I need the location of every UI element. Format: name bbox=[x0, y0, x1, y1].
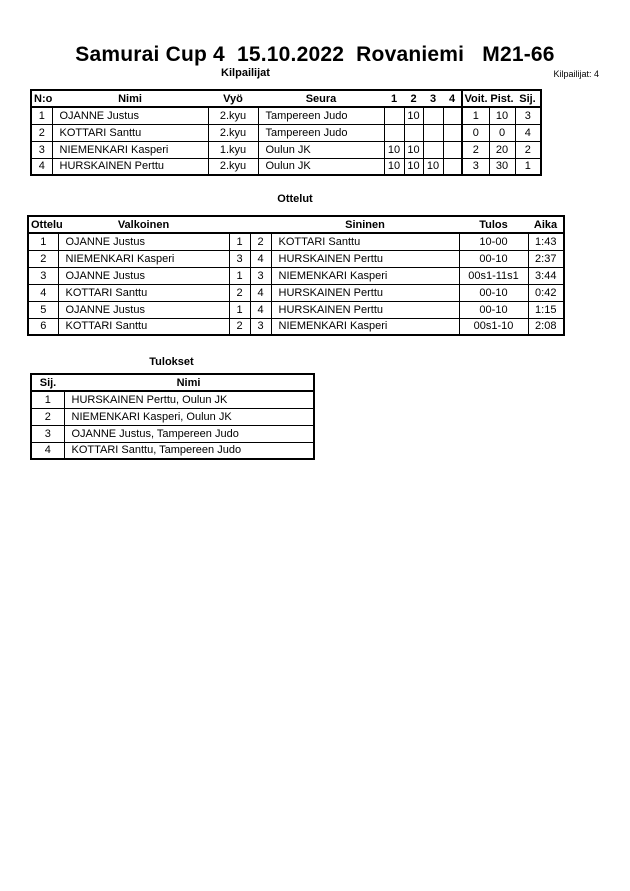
cell-name: HURSKAINEN Perttu, Oulun JK bbox=[64, 391, 314, 408]
cell-time: 3:44 bbox=[528, 267, 564, 284]
cell-place: 2 bbox=[515, 141, 541, 158]
cell-white-no: 2 bbox=[229, 284, 250, 301]
cell-place: 4 bbox=[515, 124, 541, 141]
table-row bbox=[31, 425, 314, 442]
cell-round2: 10 bbox=[404, 141, 423, 158]
cell-belt: 2.kyu bbox=[208, 107, 258, 124]
competitors-count-label: Kilpailijat: 4 bbox=[553, 69, 599, 79]
cell-round2 bbox=[404, 124, 423, 141]
cell-blue-name: HURSKAINEN Perttu bbox=[271, 284, 459, 301]
cell-white-name: OJANNE Justus bbox=[58, 301, 229, 318]
table-row bbox=[28, 233, 564, 250]
col-header-round3: 3 bbox=[423, 90, 443, 107]
col-header-time: Aika bbox=[528, 216, 564, 233]
cell-blue-name: NIEMENKARI Kasperi bbox=[271, 267, 459, 284]
table-row bbox=[28, 250, 564, 267]
table-row bbox=[31, 158, 541, 175]
table-row bbox=[31, 391, 314, 408]
cell-round4 bbox=[443, 124, 462, 141]
cell-blue-no: 2 bbox=[250, 233, 271, 250]
cell-match-no: 5 bbox=[28, 301, 58, 318]
cell-round2: 10 bbox=[404, 107, 423, 124]
cell-blue-no: 4 bbox=[250, 284, 271, 301]
cell-time: 1:15 bbox=[528, 301, 564, 318]
cell-place: 4 bbox=[31, 442, 64, 459]
cell-blue-name: HURSKAINEN Perttu bbox=[271, 250, 459, 267]
col-header-round4: 4 bbox=[443, 90, 462, 107]
cell-match-no: 6 bbox=[28, 318, 58, 335]
cell-name: KOTTARI Santtu bbox=[52, 124, 208, 141]
cell-place: 3 bbox=[31, 425, 64, 442]
cell-white-no: 1 bbox=[229, 267, 250, 284]
cell-club: Oulun JK bbox=[258, 158, 384, 175]
cell-result: 00-10 bbox=[459, 250, 528, 267]
cell-no: 4 bbox=[31, 158, 52, 175]
results-header-row bbox=[31, 374, 314, 391]
cell-club: Tampereen Judo bbox=[258, 107, 384, 124]
cell-belt: 2.kyu bbox=[208, 124, 258, 141]
cell-round4 bbox=[443, 107, 462, 124]
cell-blue-name: NIEMENKARI Kasperi bbox=[271, 318, 459, 335]
cell-place: 1 bbox=[31, 391, 64, 408]
table-row bbox=[31, 408, 314, 425]
cell-wins: 0 bbox=[462, 124, 489, 141]
cell-round1 bbox=[384, 107, 404, 124]
cell-points: 10 bbox=[489, 107, 515, 124]
cell-white-no: 3 bbox=[229, 250, 250, 267]
cell-white-no: 1 bbox=[229, 301, 250, 318]
cell-club: Tampereen Judo bbox=[258, 124, 384, 141]
cell-name: NIEMENKARI Kasperi, Oulun JK bbox=[64, 408, 314, 425]
results-section-title: Tulokset bbox=[149, 356, 194, 368]
col-header-name: Nimi bbox=[64, 374, 314, 391]
cell-white-name: OJANNE Justus bbox=[58, 267, 229, 284]
cell-wins: 3 bbox=[462, 158, 489, 175]
col-header-blue: Sininen bbox=[271, 216, 459, 233]
cell-result: 00-10 bbox=[459, 284, 528, 301]
cell-blue-name: KOTTARI Santtu bbox=[271, 233, 459, 250]
cell-round3: 10 bbox=[423, 158, 443, 175]
cell-white-no: 1 bbox=[229, 233, 250, 250]
col-header-place: Sij. bbox=[515, 90, 541, 107]
cell-white-name: NIEMENKARI Kasperi bbox=[58, 250, 229, 267]
cell-round1 bbox=[384, 124, 404, 141]
col-header-wins: Voit. bbox=[462, 90, 489, 107]
cell-place: 2 bbox=[31, 408, 64, 425]
cell-round4 bbox=[443, 141, 462, 158]
cell-points: 30 bbox=[489, 158, 515, 175]
cell-belt: 1.kyu bbox=[208, 141, 258, 158]
cell-name: KOTTARI Santtu, Tampereen Judo bbox=[64, 442, 314, 459]
cell-result: 00-10 bbox=[459, 301, 528, 318]
matches-section-title: Ottelut bbox=[277, 193, 313, 205]
col-header-white: Valkoinen bbox=[58, 216, 229, 233]
cell-white-name: OJANNE Justus bbox=[58, 233, 229, 250]
cell-round3 bbox=[423, 141, 443, 158]
cell-name: NIEMENKARI Kasperi bbox=[52, 141, 208, 158]
cell-blue-no: 4 bbox=[250, 301, 271, 318]
competitors-header-row bbox=[31, 90, 541, 107]
table-row bbox=[31, 124, 541, 141]
cell-result: 10-00 bbox=[459, 233, 528, 250]
cell-name: OJANNE Justus bbox=[52, 107, 208, 124]
cell-result: 00s1-10 bbox=[459, 318, 528, 335]
results-table bbox=[30, 373, 315, 460]
col-header-belt: Vyö bbox=[208, 90, 258, 107]
cell-name: OJANNE Justus, Tampereen Judo bbox=[64, 425, 314, 442]
cell-time: 1:43 bbox=[528, 233, 564, 250]
cell-match-no: 2 bbox=[28, 250, 58, 267]
table-row bbox=[28, 284, 564, 301]
cell-white-no: 2 bbox=[229, 318, 250, 335]
competitors-table bbox=[30, 89, 542, 176]
cell-white-name: KOTTARI Santtu bbox=[58, 318, 229, 335]
col-header-match: Ottelu bbox=[28, 216, 58, 233]
cell-wins: 1 bbox=[462, 107, 489, 124]
cell-round3 bbox=[423, 107, 443, 124]
col-header-blue-no bbox=[250, 216, 271, 233]
cell-name: HURSKAINEN Perttu bbox=[52, 158, 208, 175]
col-header-no: N:o bbox=[31, 90, 52, 107]
cell-no: 1 bbox=[31, 107, 52, 124]
col-header-round1: 1 bbox=[384, 90, 404, 107]
cell-club: Oulun JK bbox=[258, 141, 384, 158]
cell-no: 3 bbox=[31, 141, 52, 158]
cell-no: 2 bbox=[31, 124, 52, 141]
cell-match-no: 3 bbox=[28, 267, 58, 284]
cell-match-no: 1 bbox=[28, 233, 58, 250]
col-header-round2: 2 bbox=[404, 90, 423, 107]
cell-round2: 10 bbox=[404, 158, 423, 175]
table-row bbox=[31, 442, 314, 459]
matches-header-row bbox=[28, 216, 564, 233]
table-row bbox=[31, 107, 541, 124]
col-header-points: Pist. bbox=[489, 90, 515, 107]
table-row bbox=[28, 301, 564, 318]
cell-round4 bbox=[443, 158, 462, 175]
col-header-result: Tulos bbox=[459, 216, 528, 233]
cell-place: 1 bbox=[515, 158, 541, 175]
col-header-club: Seura bbox=[258, 90, 384, 107]
cell-result: 00s1-11s1 bbox=[459, 267, 528, 284]
col-header-name: Nimi bbox=[52, 90, 208, 107]
cell-white-name: KOTTARI Santtu bbox=[58, 284, 229, 301]
cell-wins: 2 bbox=[462, 141, 489, 158]
table-row bbox=[28, 318, 564, 335]
page-title: Samurai Cup 4 15.10.2022 Rovaniemi M21-66 bbox=[75, 43, 555, 66]
cell-time: 0:42 bbox=[528, 284, 564, 301]
cell-round1: 10 bbox=[384, 158, 404, 175]
cell-blue-no: 3 bbox=[250, 267, 271, 284]
table-row bbox=[31, 141, 541, 158]
cell-round3 bbox=[423, 124, 443, 141]
cell-blue-no: 3 bbox=[250, 318, 271, 335]
cell-time: 2:37 bbox=[528, 250, 564, 267]
cell-round1: 10 bbox=[384, 141, 404, 158]
cell-blue-no: 4 bbox=[250, 250, 271, 267]
cell-belt: 2.kyu bbox=[208, 158, 258, 175]
cell-blue-name: HURSKAINEN Perttu bbox=[271, 301, 459, 318]
col-header-white-no bbox=[229, 216, 250, 233]
matches-table bbox=[27, 215, 565, 336]
table-row bbox=[28, 267, 564, 284]
cell-match-no: 4 bbox=[28, 284, 58, 301]
cell-place: 3 bbox=[515, 107, 541, 124]
cell-points: 0 bbox=[489, 124, 515, 141]
col-header-place: Sij. bbox=[31, 374, 64, 391]
competitors-section-title: Kilpailijat bbox=[221, 67, 270, 79]
cell-points: 20 bbox=[489, 141, 515, 158]
cell-time: 2:08 bbox=[528, 318, 564, 335]
